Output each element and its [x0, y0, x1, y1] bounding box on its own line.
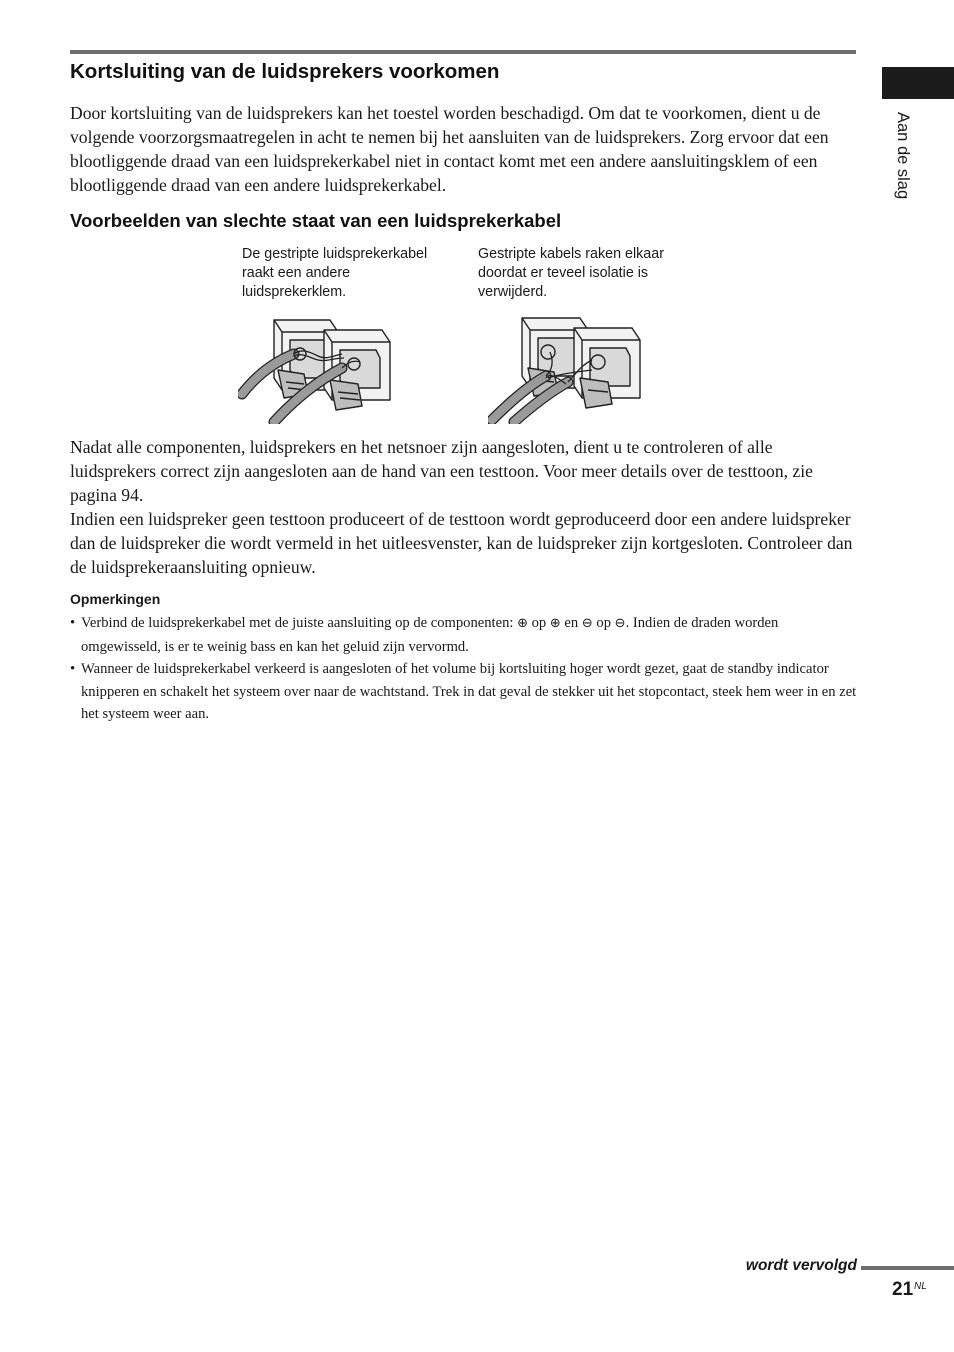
subsection-title: Voorbeelden van slechte staat van een luidsprekerkabel — [70, 210, 562, 231]
note-item: • Verbind de luidsprekerkabel met de juiste aansluiting op de componenten: ⊕ op ⊕ en ⊖ op ⊖. Indien de draden worden omgewisseld, is er te weinig bass en kan het geluid zijn vervormd. — [70, 612, 860, 658]
notes-title: Opmerkingen — [70, 591, 161, 607]
minus-terminal-icon: ⊖ — [614, 616, 626, 631]
intro-paragraph: Door kortsluiting van de luidsprekers kan het toestel worden beschadigd. Om dat te voorkomen, dient u de volgende voorzorgsmaatregelen in acht te nemen bij het aansluiten van de luidsprekers. Zorg ervoor dat een blootliggende draad van een luidsprekerkabel niet in contact komt met een andere aansluitingsklem of een blootliggende draad van een andere luidsprekerkabel. — [70, 103, 829, 195]
note-item: • Wanneer de luidsprekerkabel verkeerd is aangesloten of het volume bij kortsluiting hoger wordt gezet, gaat de standby indicator knipperen en schakelt het systeem over naar de wachtstand. Trek in dat geval de stekker uit het stopcontact, steek hem weer in en zet het systeem weer aan. — [70, 658, 860, 726]
side-tab-label: Aan de slag — [894, 112, 912, 200]
caption-left: De gestripte luidsprekerkabel raakt een andere luidsprekerklem. — [242, 246, 428, 300]
body-paragraph-test-tone: Nadat alle componenten, luidsprekers en het netsnoer zijn aangesloten, dient u te controleren of alle luidsprekers correct zijn aangesloten aan de hand van een testtoon. Voor meer details over de testtoon, zie pagina 94. — [70, 437, 813, 505]
continued-label: wordt vervolgd — [745, 1257, 857, 1274]
minus-terminal-icon: ⊖ — [581, 616, 593, 631]
illustration-wires-touching — [488, 312, 648, 424]
side-tab-marker — [882, 67, 954, 99]
caption-right: Gestripte kabels raken elkaar doordat er teveel isolatie is verwijderd. — [478, 246, 664, 300]
illustration-wire-touching-terminal — [238, 312, 398, 424]
section-title: Kortsluiting van de luidsprekers voorkomen — [70, 60, 500, 83]
plus-terminal-icon: ⊕ — [517, 616, 528, 631]
page-language-suffix: NL — [914, 1281, 927, 1292]
notes-list — [70, 612, 860, 726]
top-rule — [70, 50, 856, 54]
page-number: 21 — [892, 1279, 914, 1300]
continued-rule — [861, 1266, 954, 1270]
plus-terminal-icon: ⊕ — [549, 616, 561, 631]
body-paragraph-short-circuit: Indien een luidspreker geen testtoon produceert of de testtoon wordt geproduceerd door een andere luidspreker dan de luidspreker die wordt vermeld in het uitleesvenster, kan de luidspreker zijn kortgesloten. Controleer dan de luidsprekeraansluiting opnieuw. — [70, 509, 853, 577]
